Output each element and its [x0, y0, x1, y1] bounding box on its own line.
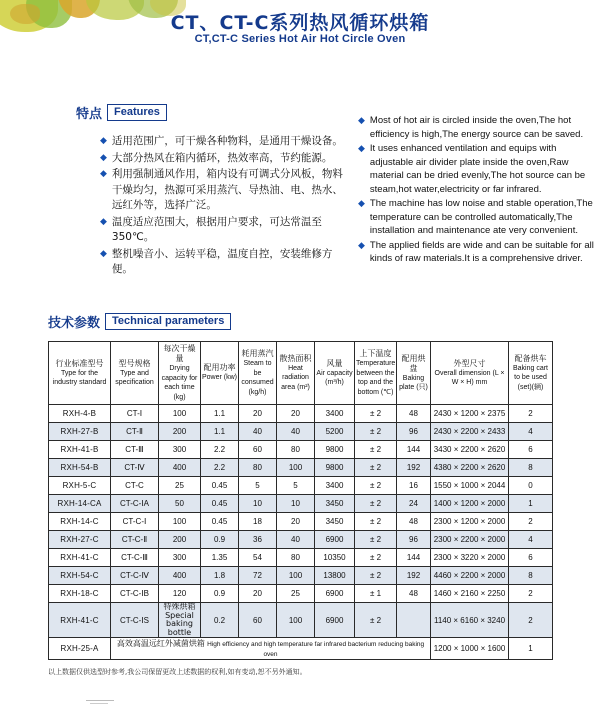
cell-heat-area: 5	[277, 477, 315, 495]
cell-model: RXH-41-B	[49, 441, 111, 459]
col-header-cn: 配用功率	[203, 363, 236, 373]
cell-dimension: 1460 × 2160 × 2250	[431, 585, 509, 603]
cell-plate: 24	[397, 495, 431, 513]
cell-heat-area: 20	[277, 405, 315, 423]
col-header-industry-standard	[49, 342, 111, 405]
cell-power: 1.1	[201, 405, 239, 423]
cell-air: 6900	[315, 603, 355, 638]
cell-power: 0.45	[201, 495, 239, 513]
cell-model: RXH-18-C	[49, 585, 111, 603]
cell-dimension: 2300 × 3220 × 2000	[431, 549, 509, 567]
cell-temp: ± 2	[355, 441, 397, 459]
cell-capacity: 300	[159, 441, 201, 459]
cell-temp: ± 2	[355, 477, 397, 495]
cell-model: RXH-27-C	[49, 531, 111, 549]
cell-dimension: 2430 × 1200 × 2375	[431, 405, 509, 423]
col-header-overall-dimension	[431, 342, 509, 405]
cell-dimension: 3430 × 2200 × 2620	[431, 441, 509, 459]
cell-steam: 20	[239, 585, 277, 603]
diamond-bullet-icon: ◆	[100, 152, 107, 163]
cell-power: 0.2	[201, 603, 239, 638]
cell-capacity: 400	[159, 567, 201, 585]
cell-air: 3450	[315, 495, 355, 513]
cell-model: RXH-14-C	[49, 513, 111, 531]
cell-power: 2.2	[201, 441, 239, 459]
col-header-steam	[239, 342, 277, 405]
cell-steam: 20	[239, 405, 277, 423]
cell-cart: 2	[509, 513, 553, 531]
cell-dimension: 2430 × 2200 × 2433	[431, 423, 509, 441]
cell-plate: 96	[397, 423, 431, 441]
cell-model: RXH-41-C	[49, 603, 111, 638]
col-header-en: Baking plate (只)	[399, 374, 428, 391]
table-row	[49, 549, 553, 567]
col-header-en: Heat radiation area (m²)	[281, 364, 310, 391]
cell-type: CT-C-Ⅰ	[111, 513, 159, 531]
cell-model: RXH-54-C	[49, 567, 111, 585]
cell-steam: 18	[239, 513, 277, 531]
cell-type: CT-C-Ⅲ	[111, 549, 159, 567]
cell-heat-area: 25	[277, 585, 315, 603]
cell-dimension: 2300 × 1200 × 2000	[431, 513, 509, 531]
list-item	[358, 114, 600, 141]
cell-dimension: 1550 × 1000 × 2044	[431, 477, 509, 495]
table-row-special	[49, 638, 553, 660]
cell-temp: ± 2	[355, 531, 397, 549]
cell-plate: 144	[397, 441, 431, 459]
diamond-bullet-icon: ◆	[100, 216, 107, 227]
diamond-bullet-icon: ◆	[100, 169, 107, 179]
section-heading-parameters-en: Technical parameters	[105, 313, 231, 330]
col-header-en: Type and specification	[115, 369, 154, 386]
cell-model: RXH-4-B	[49, 405, 111, 423]
diamond-bullet-icon: ◆	[358, 115, 365, 125]
cell-plate: 96	[397, 531, 431, 549]
cell-power: 1.35	[201, 549, 239, 567]
cell-cart: 1	[509, 495, 553, 513]
col-header-en: Drying capacity for each time (kg)	[161, 365, 198, 401]
col-header-baking-plate	[397, 342, 431, 405]
col-header-power	[201, 342, 239, 405]
cell-dimension: 1400 × 1200 × 2000	[431, 495, 509, 513]
cell-air: 6900	[315, 585, 355, 603]
col-header-air-capacity	[315, 342, 355, 405]
cell-plate: 192	[397, 567, 431, 585]
cell-heat-area: 100	[277, 459, 315, 477]
cell-capacity: 400	[159, 459, 201, 477]
cell-power: 1.8	[201, 567, 239, 585]
spec-table	[48, 341, 553, 660]
col-header-cn: 散热面积	[279, 353, 312, 363]
cell-heat-area: 100	[277, 603, 315, 638]
col-header-drying-capacity	[159, 342, 201, 405]
list-item	[358, 142, 600, 196]
page-mark	[86, 700, 126, 706]
cell-capacity: 200	[159, 531, 201, 549]
cell-temp: ± 2	[355, 423, 397, 441]
col-header-en: Baking cart to be used (set)(辆)	[512, 364, 549, 391]
cell-cart: 4	[509, 531, 553, 549]
cell-temp: ± 2	[355, 495, 397, 513]
cell-heat-area: 20	[277, 513, 315, 531]
col-header-cn: 外型尺寸	[453, 358, 486, 368]
cell-type: CT-Ⅰ	[111, 405, 159, 423]
spec-table-wrapper	[48, 341, 552, 660]
cell-temp: ± 2	[355, 567, 397, 585]
col-header-cn: 上下温度	[359, 349, 392, 358]
cell-cart: 8	[509, 459, 553, 477]
cell-steam: 10	[239, 495, 277, 513]
cell-dimension: 4460 × 2200 × 2000	[431, 567, 509, 585]
col-header-en: Power (kw)	[202, 374, 238, 382]
cell-capacity: 200	[159, 423, 201, 441]
cell-model: RXH-54-B	[49, 459, 111, 477]
section-heading-parameters	[48, 313, 231, 330]
col-header-en: Temperature between the top and the bottom (℃)	[356, 360, 396, 396]
col-header-cn: 风量	[326, 358, 343, 368]
cell-power: 2.2	[201, 459, 239, 477]
cell-heat-area: 40	[277, 423, 315, 441]
cell-type: CT-Ⅱ	[111, 423, 159, 441]
cell-power: 0.45	[201, 477, 239, 495]
col-header-cn: 型号规格	[118, 358, 151, 368]
cell-heat-area: 10	[277, 495, 315, 513]
cell-air: 9800	[315, 459, 355, 477]
cell-capacity: 300	[159, 549, 201, 567]
diamond-bullet-icon: ◆	[100, 136, 107, 146]
cell-steam: 80	[239, 459, 277, 477]
special-label-en: High efficiency and high temperature far infrared bacterium reducing baking oven	[207, 641, 425, 658]
features-list-en	[358, 114, 600, 267]
list-item	[358, 197, 600, 238]
cell-steam: 36	[239, 531, 277, 549]
cell-plate: 16	[397, 477, 431, 495]
cell-special-description	[111, 638, 431, 660]
cell-capacity: 25	[159, 477, 201, 495]
section-heading-features	[76, 104, 167, 121]
table-row	[49, 405, 553, 423]
cell-cart: 2	[509, 603, 553, 638]
cell-cart: 2	[509, 405, 553, 423]
col-header-cn: 每次干燥量	[163, 344, 196, 363]
cell-type: CT-C-Ⅱ	[111, 531, 159, 549]
cell-cart: 4	[509, 423, 553, 441]
cell-cart-special: 1	[509, 638, 553, 660]
diamond-bullet-icon: ◆	[358, 198, 365, 208]
cell-plate: 144	[397, 549, 431, 567]
table-row	[49, 585, 553, 603]
cell-air: 3400	[315, 405, 355, 423]
cell-heat-area: 80	[277, 441, 315, 459]
cell-plate	[397, 603, 431, 638]
special-label-cn: 高效高温远红外减菌烘箱	[116, 639, 205, 648]
list-item	[358, 239, 600, 266]
cell-plate: 48	[397, 513, 431, 531]
cell-model: RXH-5-C	[49, 477, 111, 495]
cell-type: CT-C-ⅠS	[111, 603, 159, 638]
list-item	[100, 134, 350, 150]
cell-type: CT-Ⅲ	[111, 441, 159, 459]
cell-temp: ± 2	[355, 603, 397, 638]
cell-heat-area: 80	[277, 549, 315, 567]
cell-air: 3450	[315, 513, 355, 531]
page-mark-line	[86, 700, 114, 701]
col-header-temperature	[355, 342, 397, 405]
col-header-en: Overall dimension (L × W × H) mm	[434, 369, 505, 386]
table-row	[49, 513, 553, 531]
table-row	[49, 441, 553, 459]
table-row	[49, 603, 553, 638]
cell-steam: 60	[239, 603, 277, 638]
table-row	[49, 531, 553, 549]
col-header-cn: 配用烘盘	[401, 353, 426, 373]
table-row	[49, 495, 553, 513]
feature-text: It uses enhanced ventilation and equips with adjustable air divider plate inside the oven,Raw material can be dried evenly,The hot source can be steam,hot water,electricity or far infrared.	[369, 143, 586, 195]
col-header-cn: 行业标准型号	[55, 358, 104, 368]
cell-dimension: 1140 × 6160 × 3240	[431, 603, 509, 638]
cell-dimension: 2300 × 2200 × 2000	[431, 531, 509, 549]
cell-power: 0.45	[201, 513, 239, 531]
cell-air: 9800	[315, 441, 355, 459]
cell-steam: 40	[239, 423, 277, 441]
col-header-cn: 耗用蒸汽	[241, 349, 274, 358]
col-header-en: Air capacity (m³/h)	[316, 369, 353, 386]
col-header-type-spec	[111, 342, 159, 405]
cell-air: 10350	[315, 549, 355, 567]
feature-text: 温度适应范围大，根据用户要求，可达常温至350℃。	[111, 215, 322, 243]
cell-type: CT-C-ⅠB	[111, 585, 159, 603]
cell-power: 0.9	[201, 531, 239, 549]
cell-model: RXH-14-CA	[49, 495, 111, 513]
col-header-baking-cart	[509, 342, 553, 405]
list-item	[100, 247, 350, 278]
cell-temp: ± 2	[355, 513, 397, 531]
table-row	[49, 423, 553, 441]
col-header-en: Type for the industry standard	[52, 369, 107, 386]
cell-air: 5200	[315, 423, 355, 441]
feature-text: 适用范围广，可干燥各种物料，是通用干燥设备。	[111, 135, 343, 147]
cell-temp: ± 2	[355, 549, 397, 567]
cell-steam: 60	[239, 441, 277, 459]
section-heading-parameters-cn: 技术参数	[48, 316, 101, 331]
table-row	[49, 459, 553, 477]
table-header-row	[49, 342, 553, 405]
feature-text: 利用强制通风作用，箱内设有可调式分风板，物料干燥均匀，热源可采用蒸汽、导热油、电、热水、远红外等，选择广泛。	[111, 168, 343, 211]
cell-capacity: 120	[159, 585, 201, 603]
table-row	[49, 567, 553, 585]
diamond-bullet-icon: ◆	[358, 239, 365, 250]
cell-heat-area: 100	[277, 567, 315, 585]
cell-capacity: 100	[159, 513, 201, 531]
cell-model: RXH-41-C	[49, 549, 111, 567]
cell-model: RXH-27-B	[49, 423, 111, 441]
cell-plate: 48	[397, 585, 431, 603]
table-row	[49, 477, 553, 495]
page-title-en: CT,CT-C Series Hot Air Hot Circle Oven	[194, 33, 406, 45]
cell-dimension-special: 1200 × 1000 × 1600	[431, 638, 509, 660]
footnote: 以上数据仅供选型时参考,我公司保留更改上述数据的权利,如有变动,恕不另外通知。	[48, 668, 307, 676]
cell-steam: 72	[239, 567, 277, 585]
feature-text: The machine has low noise and stable operation,The temperature can be controlled automatically,The installation and maintenance ate very convenient.	[369, 198, 593, 236]
cell-plate: 192	[397, 459, 431, 477]
cell-type: CT-C	[111, 477, 159, 495]
page-mark-line	[90, 703, 108, 704]
cell-cart: 6	[509, 549, 553, 567]
cell-cart: 8	[509, 567, 553, 585]
col-header-cn: 配备烘车	[514, 353, 547, 363]
cell-power: 1.1	[201, 423, 239, 441]
cell-type: CT-C-ⅠA	[111, 495, 159, 513]
feature-text: 大部分热风在箱内循环，热效率高，节约能源。	[111, 151, 333, 164]
cell-type: CT-Ⅳ	[111, 459, 159, 477]
features-list-cn	[100, 134, 350, 279]
list-item	[100, 215, 350, 246]
diamond-bullet-icon: ◆	[100, 248, 107, 259]
col-header-en: Steam to be consumed (kg/h)	[241, 360, 274, 396]
feature-text: Most of hot air is circled inside the oven,The hot efficiency is high,The energy source can be saved.	[369, 115, 584, 140]
cell-cart: 6	[509, 441, 553, 459]
page-title-cn: CT、CT-C系列热风循环烘箱	[170, 12, 430, 34]
cell-cart: 2	[509, 585, 553, 603]
section-heading-features-en: Features	[107, 104, 167, 121]
section-heading-features-cn: 特点	[76, 107, 103, 122]
feature-text: The applied fields are wide and can be suitable for all kinds of raw materials.It is a comprehensive driver.	[369, 239, 594, 264]
col-header-heat-radiation-area	[277, 342, 315, 405]
cell-temp: ± 2	[355, 459, 397, 477]
diamond-bullet-icon: ◆	[358, 143, 365, 153]
cell-plate: 48	[397, 405, 431, 423]
list-item	[100, 151, 350, 167]
cell-steam: 5	[239, 477, 277, 495]
cell-capacity: 100	[159, 405, 201, 423]
cell-air: 6900	[315, 531, 355, 549]
list-item	[100, 167, 350, 214]
feature-text: 整机噪音小、运转平稳，温度自控，安装维修方便。	[111, 247, 333, 275]
cell-model-special: RXH-25-A	[49, 638, 111, 660]
cell-cart: 0	[509, 477, 553, 495]
cell-dimension: 4380 × 2200 × 2620	[431, 459, 509, 477]
cell-capacity: 50	[159, 495, 201, 513]
cell-heat-area: 40	[277, 531, 315, 549]
cell-type: CT-C-Ⅳ	[111, 567, 159, 585]
cell-steam: 54	[239, 549, 277, 567]
cell-power: 0.9	[201, 585, 239, 603]
cell-air: 3400	[315, 477, 355, 495]
cell-special-note: 特殊烘箱 Special baking bottle	[159, 603, 201, 638]
cell-temp: ± 1	[355, 585, 397, 603]
cell-air: 13800	[315, 567, 355, 585]
cell-temp: ± 2	[355, 405, 397, 423]
